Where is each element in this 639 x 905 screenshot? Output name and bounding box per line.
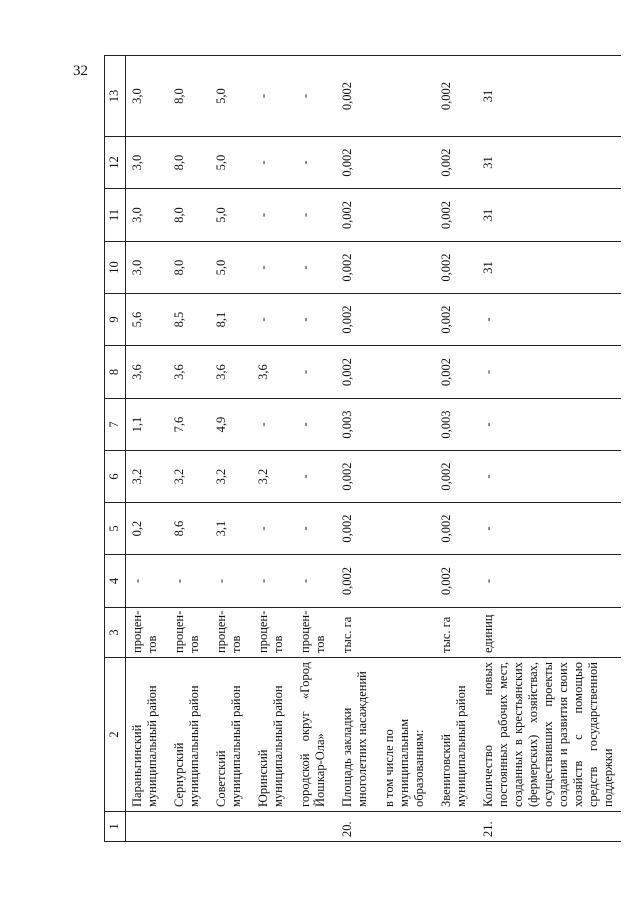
value-cell: 8,1 [207, 294, 249, 346]
value-cell: - [291, 555, 333, 608]
value-cell: 0,002 [333, 555, 375, 608]
value-cell [375, 242, 432, 294]
value-cell [375, 503, 432, 555]
header-cell: 12 [105, 137, 126, 189]
value-cell: 3,6 [249, 346, 291, 399]
value-cell: 31 [474, 137, 621, 189]
value-cell: 8,0 [165, 137, 207, 189]
value-cell: 8,5 [165, 294, 207, 346]
indicator-name: Количество новых постоянных рабочих мест, созданных в крестьянских (фермерских) хозяйствах, осуществивших проекты создания и развития своих хозяйств с помощью средств государственной поддержки [474, 658, 621, 812]
value-cell: 5,0 [207, 189, 249, 242]
value-cell: - [474, 346, 621, 399]
value-cell: - [291, 451, 333, 503]
value-cell: 3,2 [165, 451, 207, 503]
value-cell [375, 294, 432, 346]
value-cell: 7,6 [165, 399, 207, 451]
unit-cell: тыс. га [333, 608, 375, 658]
value-cell: 0,002 [333, 294, 375, 346]
unit-cell: процен-тов [126, 608, 166, 658]
value-cell [375, 399, 432, 451]
value-cell: - [165, 555, 207, 608]
table-row [291, 56, 333, 842]
value-cell: 31 [474, 242, 621, 294]
value-cell: 0,002 [432, 242, 474, 294]
row-number [249, 812, 291, 842]
value-cell: 8,0 [165, 56, 207, 137]
value-cell: - [291, 294, 333, 346]
value-cell: 0,002 [432, 137, 474, 189]
value-cell: - [291, 56, 333, 137]
value-cell: - [474, 503, 621, 555]
indicator-name: Сернурский муниципальный район [165, 658, 207, 812]
value-cell: - [291, 137, 333, 189]
table-row [375, 56, 432, 842]
value-cell: - [474, 294, 621, 346]
value-cell: 3,2 [126, 451, 166, 503]
value-cell: - [474, 451, 621, 503]
value-cell [375, 56, 432, 137]
table-row [432, 56, 474, 842]
value-cell: 3,6 [126, 346, 166, 399]
header-cell: 6 [105, 451, 126, 503]
indicator-name: Площадь закладки многолетних насаждений [333, 658, 375, 812]
value-cell: 8,0 [165, 242, 207, 294]
value-cell: - [249, 503, 291, 555]
header-cell: 1 [105, 812, 126, 842]
value-cell: 8,6 [165, 503, 207, 555]
row-number [126, 812, 166, 842]
value-cell: - [474, 555, 621, 608]
value-cell: 0,002 [432, 294, 474, 346]
value-cell [375, 555, 432, 608]
header-cell: 13 [105, 56, 126, 137]
value-cell: 0,002 [333, 137, 375, 189]
value-cell: 0,003 [432, 399, 474, 451]
value-cell: 0,002 [333, 56, 375, 137]
row-number [207, 812, 249, 842]
unit-cell: процен-тов [249, 608, 291, 658]
value-cell: 0,002 [432, 56, 474, 137]
unit-cell: процен-тов [165, 608, 207, 658]
row-number: 20. [333, 812, 375, 842]
header-row [105, 56, 126, 842]
value-cell: 3,2 [207, 451, 249, 503]
value-cell: - [249, 399, 291, 451]
indicator-name: Звениговский муниципальный район [432, 658, 474, 812]
unit-cell [375, 608, 432, 658]
value-cell: - [249, 137, 291, 189]
indicator-name: городской округ «Город Йошкар-Ола» [291, 658, 333, 812]
value-cell: 0,003 [333, 399, 375, 451]
value-cell: 5,0 [207, 56, 249, 137]
indicator-name: Параньгинский муниципальный район [126, 658, 166, 812]
header-cell: 10 [105, 242, 126, 294]
value-cell: - [474, 399, 621, 451]
header-cell: 9 [105, 294, 126, 346]
unit-cell: тыс. га [432, 608, 474, 658]
value-cell: - [249, 189, 291, 242]
header-cell: 3 [105, 608, 126, 658]
value-cell: 3,0 [126, 137, 166, 189]
unit-cell: процен-тов [291, 608, 333, 658]
value-cell: - [207, 555, 249, 608]
value-cell: - [126, 555, 166, 608]
table-row [333, 56, 375, 842]
value-cell: 0,002 [432, 346, 474, 399]
value-cell: 0,002 [432, 503, 474, 555]
row-number [375, 812, 432, 842]
table-row [249, 56, 291, 842]
value-cell: 3,6 [165, 346, 207, 399]
value-cell: 8,0 [165, 189, 207, 242]
value-cell: 31 [474, 189, 621, 242]
value-cell: 5,0 [207, 137, 249, 189]
value-cell: - [249, 555, 291, 608]
value-cell: - [291, 189, 333, 242]
value-cell: 1,1 [126, 399, 166, 451]
header-cell: 8 [105, 346, 126, 399]
value-cell: 3,0 [126, 56, 166, 137]
value-cell: 3,2 [249, 451, 291, 503]
header-cell: 4 [105, 555, 126, 608]
table-row [165, 56, 207, 842]
value-cell: 31 [474, 56, 621, 137]
value-cell: 4,9 [207, 399, 249, 451]
value-cell: 5,6 [126, 294, 166, 346]
value-cell: - [291, 399, 333, 451]
value-cell: 0,002 [432, 189, 474, 242]
value-cell: 3,0 [126, 189, 166, 242]
value-cell: 0,002 [333, 503, 375, 555]
row-number: 21. [474, 812, 621, 842]
row-number [432, 812, 474, 842]
value-cell: - [249, 294, 291, 346]
table-row [474, 56, 621, 842]
unit-cell: процен-тов [207, 608, 249, 658]
table-row [126, 56, 166, 842]
value-cell: 0,002 [333, 242, 375, 294]
value-cell: - [291, 503, 333, 555]
header-cell: 2 [105, 658, 126, 812]
row-number [165, 812, 207, 842]
indicator-name: в том числе по муниципальным образованиям: [375, 658, 432, 812]
value-cell: 0,002 [432, 555, 474, 608]
value-cell: 0,002 [333, 346, 375, 399]
indicator-name: Юринский муниципальный район [249, 658, 291, 812]
value-cell [375, 451, 432, 503]
value-cell: - [291, 346, 333, 399]
value-cell: 3,1 [207, 503, 249, 555]
table-row [207, 56, 249, 842]
value-cell: 3,0 [126, 242, 166, 294]
value-cell [375, 346, 432, 399]
value-cell: 0,002 [432, 451, 474, 503]
value-cell: 0,2 [126, 503, 166, 555]
value-cell: 0,002 [333, 189, 375, 242]
value-cell [375, 137, 432, 189]
indicator-name: Советский муниципальный район [207, 658, 249, 812]
value-cell: - [249, 56, 291, 137]
value-cell: - [249, 242, 291, 294]
value-cell: 3,6 [207, 346, 249, 399]
value-cell: 0,002 [333, 451, 375, 503]
value-cell: 5,0 [207, 242, 249, 294]
page-number: 32 [73, 63, 88, 79]
unit-cell: единиц [474, 608, 621, 658]
header-cell: 5 [105, 503, 126, 555]
value-cell: - [291, 242, 333, 294]
header-cell: 11 [105, 189, 126, 242]
row-number [291, 812, 333, 842]
indicators-table [104, 55, 621, 842]
value-cell [375, 189, 432, 242]
header-cell: 7 [105, 399, 126, 451]
